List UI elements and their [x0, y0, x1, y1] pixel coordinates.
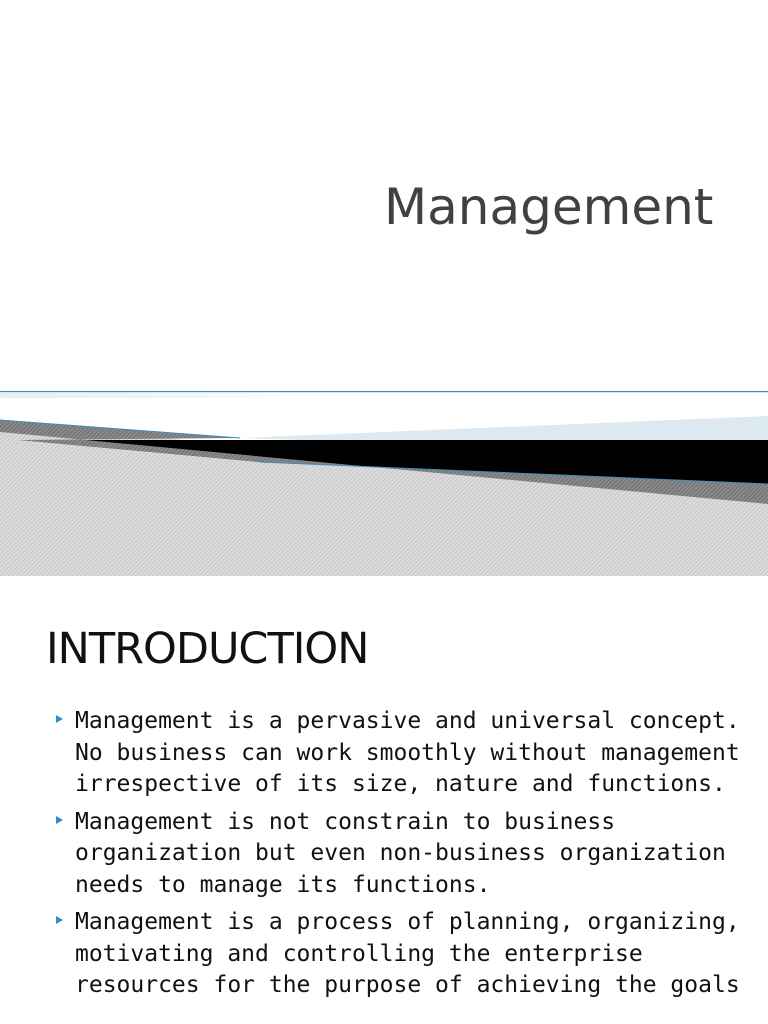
slide-title: Management: [384, 178, 714, 236]
list-item: [46, 907, 746, 1002]
bullet-list: [46, 706, 746, 1008]
introduction-slide: [0, 576, 768, 1024]
bullet-text: Management is a process of planning, organizing, motivating and controlling the enterprise resources for the purpose of achieving the goals: [75, 909, 740, 998]
accent-line: [0, 391, 768, 392]
triangle-bullet-icon: [56, 816, 63, 824]
slide-heading: INTRODUCTION: [46, 624, 369, 674]
light-band: [240, 416, 768, 440]
bullet-text: Management is not constrain to business organization but even non-business organization needs to manage its functions.: [75, 808, 726, 898]
triangle-bullet-icon: [56, 916, 63, 924]
decorative-wave-banner: [0, 380, 768, 576]
bullet-text: Management is a pervasive and universal concept. No business can work smoothly without management irrespective of its size, nature and functions.: [75, 708, 740, 797]
list-item: [46, 807, 746, 902]
triangle-bullet-icon: [56, 715, 63, 723]
list-item: [46, 706, 746, 801]
